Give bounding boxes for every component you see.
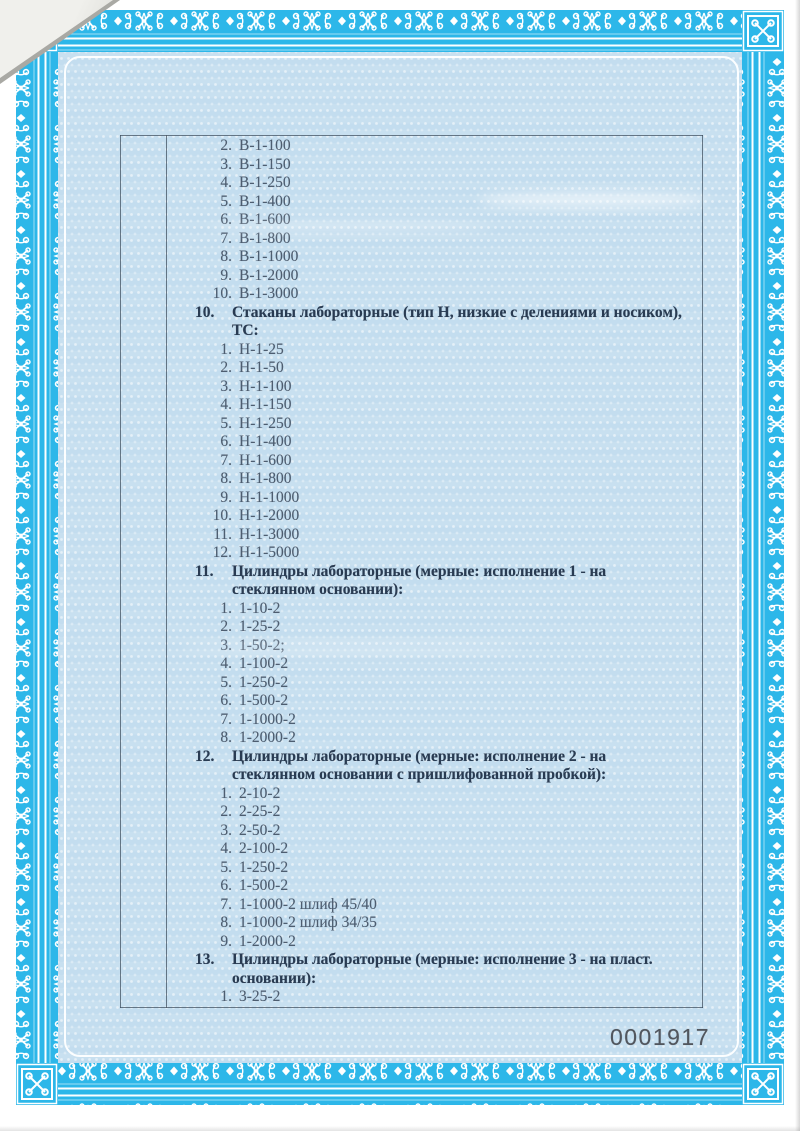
item-text: В-1-100: [239, 137, 291, 154]
item-number: 3.: [220, 636, 232, 654]
list-item: [166, 526, 704, 545]
section-heading: [166, 951, 704, 988]
item-number: 5.: [220, 858, 232, 876]
table-grid-line: [120, 1007, 703, 1008]
item-text: В-1-600: [239, 211, 291, 228]
section-heading: [166, 748, 704, 785]
border-band-left: [16, 10, 58, 1105]
item-text: Н-1-100: [239, 377, 292, 395]
item-number: 8.: [220, 248, 232, 265]
heading-text-line: Цилиндры лабораторные (мерные: исполнение 1 - на: [232, 562, 607, 580]
item-text: Н-1-600: [239, 451, 292, 469]
item-text: Н-1-400: [239, 433, 292, 450]
heading-text-line: стеклянном основании с пришлифованной пробкой):: [232, 766, 607, 783]
item-text: В-1-800: [239, 229, 291, 247]
list-item: [166, 711, 704, 730]
list-item: [166, 859, 704, 878]
item-text: Н-1-5000: [239, 544, 300, 561]
item-number: 1.: [220, 599, 232, 617]
item-number: 7.: [220, 451, 232, 469]
item-number: 10.: [212, 285, 232, 302]
heading-number: 11.: [195, 562, 214, 580]
section-heading: [166, 563, 704, 600]
item-text: 1-100-2: [239, 655, 289, 672]
item-number: 2.: [220, 137, 232, 154]
item-number: 7.: [220, 710, 232, 728]
item-text: Н-1-3000: [239, 525, 300, 543]
item-number: 1.: [220, 784, 232, 802]
list-item: [166, 803, 704, 822]
list-item: [166, 230, 704, 249]
item-text: 2-10-2: [239, 784, 281, 802]
list-section: [166, 748, 704, 952]
list-item: [166, 655, 704, 674]
list-section: [166, 951, 704, 1007]
item-text: 1-2000-2: [239, 729, 296, 746]
list-item: [166, 785, 704, 804]
heading-number: 10.: [195, 303, 215, 321]
item-text: 3-25-2: [239, 988, 281, 1005]
item-text: 1-10-2: [239, 599, 281, 617]
scan-edge-shadow: [0, 1126, 800, 1131]
item-text: 1-1000-2 шлиф 34/35: [239, 914, 377, 931]
item-number: 9.: [220, 266, 232, 284]
corner-ornament-bottom-right: [742, 1063, 784, 1105]
border-band-right: [742, 10, 784, 1105]
item-text: 1-2000-2: [239, 932, 296, 950]
item-number: 6.: [220, 692, 232, 709]
item-number: 5.: [220, 414, 232, 432]
list-item: [166, 248, 704, 267]
item-number: 11.: [213, 525, 232, 543]
content-list: [166, 137, 704, 1007]
list-item: [166, 285, 704, 304]
list-item: [166, 674, 704, 693]
item-text: В-1-400: [239, 192, 291, 210]
list-item: [166, 692, 704, 711]
item-number: 9.: [220, 932, 232, 950]
section-heading: [166, 304, 704, 341]
item-text: Н-1-25: [239, 340, 284, 358]
item-number: 6.: [220, 877, 232, 894]
item-text: Н-1-2000: [239, 507, 300, 524]
item-text: В-1-150: [239, 155, 291, 173]
item-number: 2.: [220, 618, 232, 635]
item-text: Н-1-250: [239, 414, 292, 432]
item-number: 8.: [220, 470, 232, 487]
serial-number: 0001917: [609, 1024, 711, 1050]
list-section: [166, 304, 704, 563]
scan-streak: [180, 642, 520, 654]
heading-number: 12.: [195, 747, 215, 765]
item-text: В-1-3000: [239, 285, 299, 302]
item-text: 1-50-2;: [239, 636, 285, 654]
list-section: [166, 563, 704, 748]
list-section: [166, 137, 704, 304]
item-number: 7.: [220, 895, 232, 913]
scan-edge-shadow: [795, 0, 800, 1131]
item-number: 1.: [220, 340, 232, 358]
corner-ornament-top-right: [742, 10, 784, 52]
item-number: 3.: [220, 377, 232, 395]
item-number: 4.: [220, 655, 232, 672]
list-item: [166, 174, 704, 193]
item-text: В-1-1000: [239, 248, 299, 265]
item-number: 4.: [220, 840, 232, 857]
list-item: [166, 988, 704, 1007]
list-item: [166, 137, 704, 156]
heading-text-line: ТС:: [232, 322, 259, 339]
item-number: 3.: [220, 821, 232, 839]
item-text: Н-1-800: [239, 470, 292, 487]
item-number: 10.: [212, 507, 232, 524]
list-item: [166, 877, 704, 896]
item-number: 6.: [220, 433, 232, 450]
list-item: [166, 618, 704, 637]
item-number: 8.: [220, 914, 232, 931]
item-text: 2-100-2: [239, 840, 289, 857]
list-item: [166, 470, 704, 489]
list-item: [166, 378, 704, 397]
item-text: 1-25-2: [239, 618, 281, 635]
item-text: 1-1000-2 шлиф 45/40: [239, 895, 377, 913]
list-item: [166, 415, 704, 434]
table-grid-line: [120, 135, 121, 1008]
table-grid-line: [120, 135, 703, 136]
item-number: 5.: [220, 673, 232, 691]
list-item: [166, 914, 704, 933]
list-item: [166, 600, 704, 619]
item-number: 9.: [220, 488, 232, 506]
item-number: 4.: [220, 396, 232, 413]
list-item: [166, 896, 704, 915]
list-item: [166, 156, 704, 175]
item-number: 7.: [220, 229, 232, 247]
list-item: [166, 341, 704, 360]
list-item: [166, 396, 704, 415]
list-item: [166, 433, 704, 452]
list-item: [166, 267, 704, 286]
item-text: 1-500-2: [239, 692, 289, 709]
heading-text-line: Цилиндры лабораторные (мерные: исполнение 3 - на пласт.: [232, 951, 653, 968]
list-item: [166, 729, 704, 748]
item-text: Н-1-50: [239, 359, 284, 376]
corner-ornament-bottom-left: [16, 1063, 58, 1105]
item-text: 2-50-2: [239, 821, 281, 839]
heading-text-line: Цилиндры лабораторные (мерные: исполнение 2 - на: [232, 747, 607, 765]
item-number: 4.: [220, 174, 232, 191]
item-number: 12.: [212, 544, 232, 561]
scan-streak: [205, 222, 495, 232]
border-band-top: [16, 10, 784, 52]
list-item: [166, 452, 704, 471]
heading-text-line: Стаканы лабораторные (тип Н, низкие с делениями и носиком),: [232, 303, 682, 321]
heading-text-line: основании):: [232, 969, 317, 987]
list-item: [166, 489, 704, 508]
list-item: [166, 359, 704, 378]
item-text: 1-250-2: [239, 673, 289, 691]
item-text: 2-25-2: [239, 803, 281, 820]
list-item: [166, 822, 704, 841]
item-text: Н-1-1000: [239, 488, 300, 506]
item-number: 8.: [220, 729, 232, 746]
list-item: [166, 933, 704, 952]
list-item: [166, 840, 704, 859]
heading-number: 13.: [195, 951, 215, 968]
heading-text-line: стеклянном основании):: [232, 581, 404, 598]
item-number: 2.: [220, 803, 232, 820]
item-text: Н-1-150: [239, 396, 292, 413]
item-number: 3.: [220, 155, 232, 173]
scan-streak: [478, 192, 710, 208]
item-text: 1-250-2: [239, 858, 289, 876]
item-number: 6.: [220, 211, 232, 228]
item-text: В-1-250: [239, 174, 291, 191]
item-text: 1-500-2: [239, 877, 289, 894]
item-text: В-1-2000: [239, 266, 299, 284]
item-number: 5.: [220, 192, 232, 210]
list-item: [166, 507, 704, 526]
item-text: 1-1000-2: [239, 710, 296, 728]
item-number: 1.: [220, 988, 232, 1005]
item-number: 2.: [220, 359, 232, 376]
border-band-bottom: [16, 1063, 784, 1105]
list-item: [166, 544, 704, 563]
